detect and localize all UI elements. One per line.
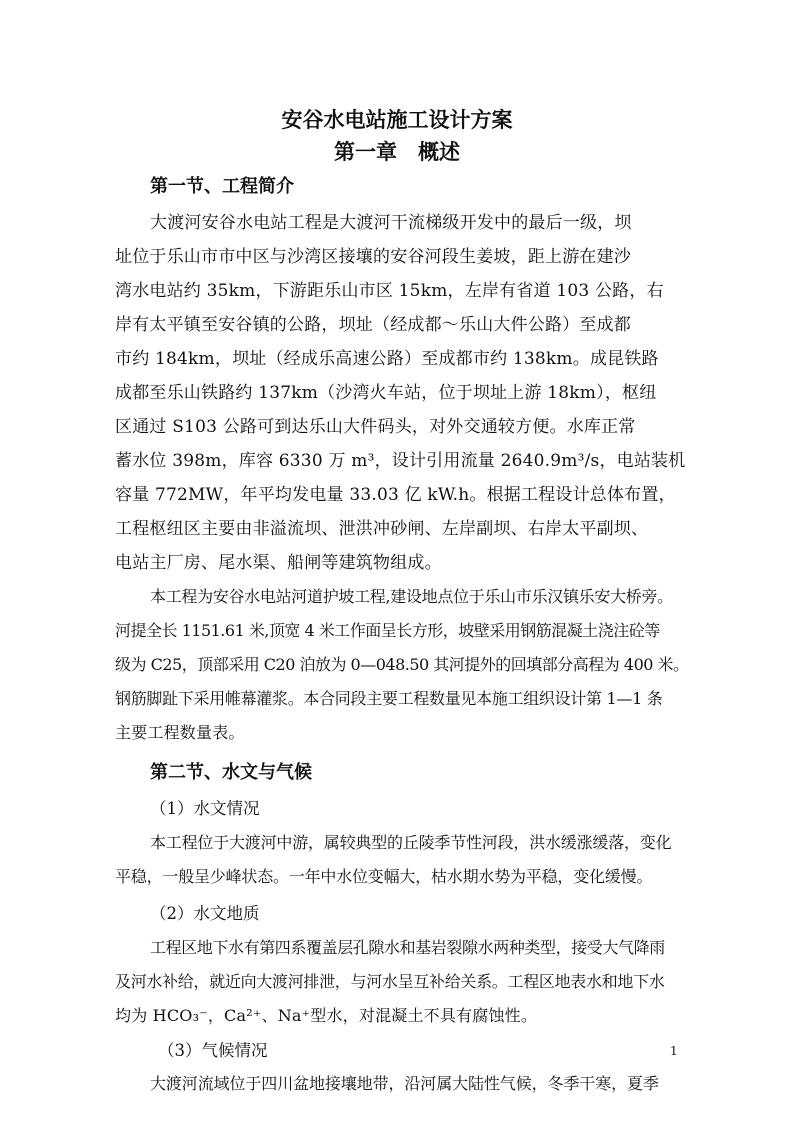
section-heading-1: 第一节、工程简介 [150,176,294,197]
paragraph-line: 本工程位于大渡河中游，属较典型的丘陵季节性河段，洪水缓涨缓落，变化 [150,833,672,852]
paragraph-line: 大渡河安谷水电站工程是大渡河干流梯级开发中的最后一级，坝 [150,213,632,233]
paragraph-line: 工程枢纽区主要由非溢流坝、泄洪冲砂闸、左岸副坝、右岸太平副坝、 [115,519,649,539]
paragraph-line: 电站主厂房、尾水渠、船闸等建筑物组成。 [115,553,442,573]
section-heading-2: 第二节、水文与气候 [150,762,312,783]
paragraph-line: 及河水补给，就近向大渡河排泄，与河水呈互补给关系。工程区地表水和地下水 [115,972,665,991]
subheading-hydrology: （1）水文情况 [150,799,260,818]
paragraph-line: 工程区地下水有第四系覆盖层孔隙水和基岩裂隙水两种类型，接受大气降雨 [150,938,665,957]
page-number: 1 [670,1044,678,1058]
paragraph-line: 岸有太平镇至安谷镇的公路，坝址（经成都～乐山大件公路）至成都 [115,315,631,335]
paragraph-line: 平稳，一般呈少峰状态。一年中水位变幅大，枯水期水势为平稳，变化缓慢。 [115,867,653,886]
paragraph-line: 均为 HCO₃⁻，Ca²⁺、Na⁺型水，对混凝土不具有腐蚀性。 [115,1006,538,1025]
paragraph-line: 钢筋脚趾下采用帷幕灌浆。本合同段主要工程数量见本施工组织设计第 1—1 条 [115,689,663,708]
paragraph-line: 本工程为安谷水电站河道护坡工程,建设地点位于乐山市乐汉镇乐安大桥旁。 [150,587,673,606]
paragraph-line: 蓄水位 398m，库容 6330 万 m³，设计引用流量 2640.9m³/s，电站装机 [115,451,686,471]
chapter-title: 第一章 概述 [334,140,460,164]
document-title: 安谷水电站施工设计方案 [281,108,513,132]
paragraph-line: 河提全长 1151.61 米,顶宽 4 米工作面呈长方形，坡壁采用钢筋混凝土浇注砼等 [115,621,660,640]
paragraph-line: 湾水电站约 35km，下游距乐山市区 15km，左岸有省道 103 公路，右 [115,281,664,301]
paragraph-line: 区通过 S103 公路可到达乐山大件码头，对外交通较方便。水库正常 [115,417,636,437]
subheading-climate: （3）气候情况 [158,1041,268,1060]
paragraph-line: 主要工程数量表。 [115,723,245,742]
paragraph-line: 市约 184km，坝址（经成乐高速公路）至成都市约 138km。成昆铁路 [115,349,659,369]
paragraph-line: 容量 772MW，年平均发电量 33.03 亿 kW.h。根据工程设计总体布置， [115,485,676,505]
subheading-hydrogeology: （2）水文地质 [150,904,260,923]
paragraph-line: 成都至乐山铁路约 137km（沙湾火车站，位于坝址上游 18km），枢纽 [115,383,657,403]
paragraph-line: 址位于乐山市市中区与沙湾区接壤的安谷河段生姜坡，距上游在建沙 [115,247,631,267]
paragraph-line: 级为 C25，顶部采用 C20 泊放为 0—048.50 其河提外的回填部分高程为 400 米。 [115,655,689,674]
paragraph-line: 大渡河流域位于四川盆地接壤地带，沿河属大陆性气候，冬季干寒，夏季 [150,1074,659,1093]
